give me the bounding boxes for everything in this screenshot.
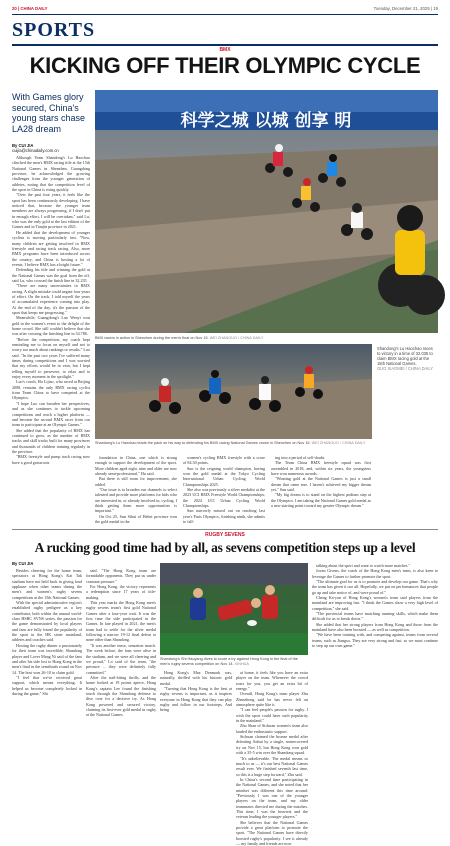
story1-col1-paragraph: "There are many uncertainties in BMX racing. A slight mistake could negate four years of effort. On the track, I told myself the years of accumulated experience coming into play. At the end of the day, it's the passion of the sport that keeps me progressing." [12,283,90,315]
story1-col1-paragraph: "BMX freestyle and pump track racing now have a good grassroots [12,454,90,465]
story1-col2-paragraph: foundation in China, one which is strong enough to support the development of the sport. More children aged eight, nine and older are now already semi-professional," Hu said. [95,455,177,477]
story1-col1-paragraph: Meanwhile, Guangdong's Luo Wenyi won gold in the women's event to the delight of the home crowd. She still couldn't believe that she was after crossing the finishing line in 34.786. [12,315,90,337]
story2-col5-paragraph: talking about the sport and want to watch more matches." [316,563,411,568]
story2-column-2 [86,568,156,740]
story1-col1-paragraph: Luo's coach, Hu Lijiao, who raced at Beijing 2008, remains the only BMX racing cyclist from Team China to have competed at the Olympics. [12,379,90,401]
story1-column-3 [183,455,265,525]
small-caption-credit: WEI ZHANGUO / CHINA DAILY [311,441,366,445]
story2-col5-paragraph: She added that her strong players from Hong Kong and those from the mainland have also been boosted — as well as competition. [312,621,438,633]
story2-col5-paragraph: "The provincial teams have matching running skills, which make them difficult for us to break down." [312,611,438,622]
bmx-main-photo [95,90,438,333]
story1-headline: KICKING OFF THEIR OLYMPIC CYCLE [29,53,421,78]
story2-column-4 [236,670,308,846]
side-caption [377,346,437,371]
story1-col4-paragraph: ing into a period of self-doubt. [275,455,326,460]
story2-col2-paragraph: "It was another tense, sensation match. The week before, the fans were alive in the stadium, and we were all cheering and we proud," Lo said of the team, "the pressure ... they were definitely fully committed." [86,642,156,675]
story1-byline-name: By CUI JIA [12,143,34,148]
story2-kicker: RUGBY SEVENS [205,532,245,538]
story2-column-3 [160,670,232,740]
story2-col1-paragraph: "I feel that we've received great support, which means everything. It helped us become completely locked in during the game," Shi [12,674,82,696]
story1-col3-paragraph: Sun narrowly missed out on reaching last year's Paris Olympics, finishing ninth, she admits to fall- [183,508,265,525]
story2-byline-name: By CUI JIA [12,561,34,566]
bmx-track-illustration [95,90,438,333]
main-caption-credit: WEI ZHANGUO / CHINA DAILY [209,336,264,340]
story1-column-1 [12,155,90,523]
story2-col5-paragraph: Jovan Givens, the coach of the Hong Kong men's team, is also keen to leverage the Games to further promote the sport. [312,568,438,579]
section-title: SPORTS [12,19,96,41]
story1-col4-paragraph: "My big dream is to stand on the highest podium step at the Olympics. I am taking the National Games gold medal as a new starting point toward my greater Olympic dream." [271,492,371,509]
rugby-players [190,585,278,626]
story1-col1-paragraph: Although Team Shandong's Lu Haochao clinched the men's BMX racing title at the 15th National Games in Shenzhen, Guangdong province, he acknowledged the growing challenges from the younger generation of athletes, noting that the competition level of the sport in China is rising quickly. [12,155,90,193]
story1-byline-email: cuijia@chinadaily.com.cn [12,148,59,153]
story2-col4-paragraph: "It's unbelievable. The medal means so much to us — it's our best National Games result ever. We finished seventh last time, so this is a huge step forward," Zhu said. [236,755,308,777]
story2-column-5 [312,563,438,740]
rugby-caption-credit: XINHUA [234,661,249,666]
section-rule [12,44,438,46]
story1-byline [12,143,59,153]
story2-col2-paragraph: For Hong Kong, the victory represents a redemption since 17 years of title-making. [86,584,156,600]
small-photo-caption [95,441,372,446]
story1-deck: With Games glory secured, China's young stars chase LA28 dream [12,92,86,134]
bmx-small-photo [95,344,372,439]
story1-col1-paragraph: He added that the development of younger cyclists is moving particularly fast. "Now, many children are getting involved in BMX freestyle and racing track racing. Also, more BMX programs have been introduced across the country, and China is hosting a lot of events. I believe BMX has a bright future." [12,229,90,267]
header-left [12,6,48,11]
story2-col2-paragraph: After the nail-biting thrills, and the home looked at 19 points apiece, Hong Kong's captain Lee found the finishing touch through the Shandong defense to dive over for a decisive try. As Hong Kong powered and secured victory, claiming its first-ever gold medal in rugby at the National Games. [86,674,156,718]
rugby-photo-caption [160,657,308,666]
banner-text: 科学之城 以城 创享 明 [180,111,352,131]
bmx-race-illustration [95,344,372,439]
story1-col3-paragraph: Sun is the reigning world champion, having won the gold medal at the Tokyo Cycling International Urban Cycling World Championships 2025. [183,465,265,487]
story2-col4-paragraph: at home, it feels like you have an extra player on the team. Whenever the crowd roars for you, you get an extra bit of energy." [236,670,308,692]
story2-col2-paragraph: said. "The Hong Kong team are formidable opponents. They put us under constant pressure." [86,568,156,584]
story1-col1-paragraph: "I hope Luo can broaden her perspectives, and as she continues to tackle upcoming competitions and reach a higher platform — and become the second BMX racer from our team to participate at an Olympic Games." [12,400,90,428]
story1-col3-paragraph: She also was previously a silver medalist at the 2023 UCI BMX Freestyle World Championships, the 2024 UCI Urban Cycling World Championships. [183,487,265,509]
main-caption-text: BMX racers in action in Shenzhen during the men's final on Nov 15. [95,336,209,340]
story2-column-1 [12,568,82,740]
story1-col2-paragraph: But there is still room for improvement, she added. [95,476,177,487]
story2-col4-paragraph: Sichuan claimed the bronze medal after defeating Anhui by a single, nonrecovered try on Nov 15, but Hong Kong won gold with a 35-5 win over the Shandong squad. [236,734,308,756]
story1-col3-paragraph: women's cycling BMX freestyle with a score of 84.30 points. [183,455,265,466]
story2-byline [12,561,33,566]
story1-col1-paragraph: Defending his title and winning the gold at the National Games was the goal from the off, said Lu, who crossed the finish line in 32.235. [12,267,90,283]
rugby-illustration [160,563,308,655]
header-right: Tuesday, December 21, 2025 | 19 [373,6,438,11]
story2-col5-paragraph: Cheng Ka-yan of Hong Kong's women's team said players from the mainland are improving fast. "I think the Games show a very high level of competition," she said. [312,595,438,611]
story2-col4-paragraph: Zhu Shan of Sichuan women's team also lauded the enthusiastic support. [236,723,308,734]
story2-col3-paragraph: Hong Kong's Max Denmark was, naturally, thrilled with his historic gold medal. [160,670,232,686]
story2-col3-paragraph: "Turning that Hong Kong is the best at rugby sevens is important, as it inspires everyone in Hong Kong that they can play rugby and follow in our footsteps. And being [160,686,232,713]
page-header [12,5,438,13]
story1-column-4 [271,455,371,525]
story1-col1-paragraph: "Before the competition, my coach kept reminding me to focus on myself and not to worry too much about rankings or results," Luo said. "In the past two years I've suffered many times during competitions and I was worried that my efforts would be in vain, but I kept telling myself to persevere, to relax and to enjoy every moment in the spotlight." [12,336,90,380]
story2-col5-paragraph: "The ultimate goal for us is to promote and develop our game. That's why the team has given it our all. Hopefully, we put on performances that people go up and take notice of, and were proud of." [312,579,438,595]
story2-headline: A rucking good time had by all, as sevens competition steps up a level [34,540,416,555]
story2-col1-paragraph: Besides cheering for the home team, spectators at Hong Kong's Kai Tak stadium have not held back in giving loud applause when other teams during the men's and women's rugby sevens competitions at the 15th National Games. [12,568,82,600]
story1-col1-paragraph: "Over the past four years, it feels like the sport has been continuously developing. I have noticed that, because the younger team members are always progressing, if I don't put in enough effort, I will be overtaken," said Lu, who was the only gold at the last edition of the Games and in Tianjin province in 2021. [12,192,90,230]
story2-col1-paragraph: Hosting the rugby dinner a passionately for their team was incredible, Shandong player and Lover Mang Ni said of the fans and after his side lost to Hong Kong in the men's final in the semifinals round on Nov 14. The host won 26-10 to claim gold. [12,642,82,675]
small-caption-text: Shandong's Lu Haochao leads the pack on his way to defending his BMX racing National Games crown in Shenzhen on Nov 15. [95,441,311,445]
story1-col4-paragraph: "Winning gold at the National Games is just a small dream that came true. I haven't achieved my bigger dream yet," Sun said. [271,476,371,493]
story1-column-2 [95,455,177,525]
story2-col4-paragraph: In China's second time participating in the National Games, and she noted that her mindset was different this time around: "Previously I was one of the younger players on the team, and my older teammates directed me during the matches. This time, I was the heaviest and the veteran leading the younger players." [236,776,308,820]
story1-col4-paragraph: The Team China BMX freestyle squad was first assembled in 2018, and, within six years, the youngsters have won numerous awards. [271,460,371,477]
main-photo-caption [95,336,395,341]
story-divider [12,529,438,530]
side-caption-text: Shandong's Lu Haochao races to victory in a time of 32.035 to claim BMX racing gold at the 15th National Games. [377,346,433,366]
story2-col5-paragraph: "We have been training with, and competing against, teams from several teams, such as Jiangsu. They are very strong and fast, so we must continue to step up our own game." [312,632,438,649]
header-left-text: 20 | CHINA DAILY [12,6,48,11]
story1-col1-paragraph: She added that the popularity of BMX has continued to grow, as the number of BMX tracks and skill tracks built for many provinces and thousands of children training regularly in the province. [12,427,90,454]
story2-col4-paragraph: She believes that the National Games provide a great platform to promote the sport. "The National Games have directly boosted rugby's popularity. I see it already — my family and friends are now [236,819,308,846]
story1-kicker: BMX [219,47,231,53]
side-caption-credit: GUO XIAOMEI / CHINA DAILY [377,366,434,371]
story1-col2-paragraph: On Oct 25, Sun Sihui of Hebei province won the gold medal in the [95,513,177,525]
story2-col4-paragraph: Overall, Hong Kong's team player Zhu Zhenzhong said he has never felt an atmosphere quite like it. [236,691,308,708]
story2-col4-paragraph: "I can feel people's passion for rugby. I wish the sport could have such popularity in the mainland." [236,707,308,724]
story2-col2-paragraph: This year marks the Hong Kong men's rugby sevens team's first gold National Games after a four-year wait. It was the first time the side participated in the Games. In late played in 2021, the men's team had to settle for the silver medal following a narrow 19-12 final defeat to none other than Shandong. [86,600,156,643]
story1-col2-paragraph: "Our issue is to broaden our channels to select talented and provide more platforms for kids who are interested in, or already involved in, cycling. I think getting them more opportunities is important." [95,487,177,514]
story2-col1-paragraph: With the special administrative region's established rugby pedigree as a key contributor, both within the annual world-class HSBC SVNS series, the passion for the game demonstrated by local players and fans are fully found the popularity of the sport in the HK sister mainland, athletes and coaches said. [12,600,82,643]
rugby-caption-text: Shandong's Shi Haoyang dives to score a try against Hong Kong in the final of the men's rugby sevens competition on Nov 14. [160,657,298,666]
header-rule [12,14,438,15]
rugby-photo [160,563,308,655]
